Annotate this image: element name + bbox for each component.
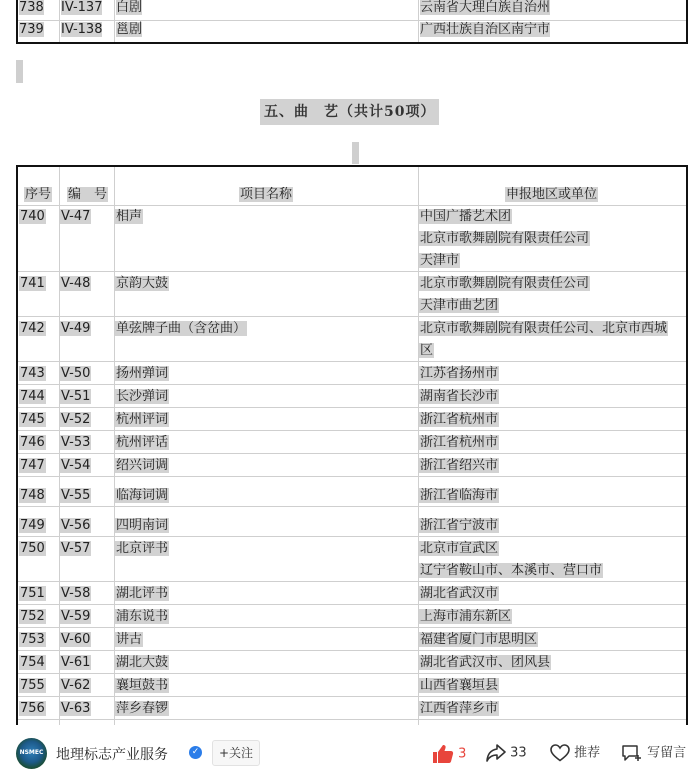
row-code: V-56 <box>61 518 91 533</box>
row-region-cell <box>419 207 512 227</box>
row-region: 浙江省杭州市 <box>420 435 499 450</box>
row-number: 752 <box>20 609 45 624</box>
row-number: 739 <box>19 22 44 37</box>
avatar-logo-text: NSMEC <box>19 749 44 756</box>
row-number-cell <box>19 653 46 673</box>
row-divider <box>18 453 686 454</box>
row-number: 749 <box>20 518 45 533</box>
row-number-cell <box>19 274 46 294</box>
row-region: 浙江省临海市 <box>420 488 499 503</box>
row-name-cell <box>115 486 169 506</box>
selection-highlight <box>352 142 359 164</box>
follow-button[interactable]: +关注 <box>212 740 260 766</box>
row-region: 浙江省绍兴市 <box>420 458 499 473</box>
row-name: 杭州评词 <box>116 412 169 427</box>
table-row <box>18 20 686 42</box>
header-code: 编 号 <box>68 187 108 202</box>
header-number: 序号 <box>25 187 52 202</box>
row-number-cell <box>19 207 46 227</box>
row-region-cell <box>419 456 499 476</box>
row-region: 江西省萍乡市 <box>420 701 499 716</box>
row-name-cell <box>115 364 169 384</box>
row-number-cell <box>19 607 46 627</box>
row-number-cell <box>19 584 46 604</box>
row-number: 748 <box>20 488 45 503</box>
row-number-cell <box>19 410 46 430</box>
row-code-cell <box>60 364 91 384</box>
row-name-cell <box>115 653 169 673</box>
row-code-cell <box>60 676 91 696</box>
row-name: 讲古 <box>116 632 143 647</box>
row-divider <box>18 696 686 697</box>
row-region-cell <box>419 584 499 604</box>
row-name-cell <box>115 607 169 627</box>
row-code: V-53 <box>61 435 91 450</box>
row-code: V-49 <box>61 321 91 336</box>
row-name: 京韵大鼓 <box>116 276 169 291</box>
row-name-cell <box>115 319 247 339</box>
row-region-cell <box>419 676 499 696</box>
row-region: 辽宁省鞍山市、本溪市、营口市 <box>420 563 603 578</box>
row-name-cell <box>115 699 169 719</box>
row-number: 744 <box>20 389 45 404</box>
header-name: 项目名称 <box>240 187 293 202</box>
row-region-cell <box>419 387 499 407</box>
account-avatar[interactable] <box>16 738 47 769</box>
row-name-cell <box>115 456 169 476</box>
row-name: 绍兴词调 <box>116 458 169 473</box>
row-code-cell <box>60 387 91 407</box>
row-region: 天津市 <box>420 253 460 268</box>
row-region-cell <box>419 539 499 559</box>
thumbs-up-icon <box>432 744 454 764</box>
row-region-cell <box>419 410 499 430</box>
row-region: 天津市曲艺团 <box>420 298 499 313</box>
row-name: 浦东说书 <box>116 609 169 624</box>
row-region: 江苏省扬州市 <box>420 366 499 381</box>
row-name: 邕剧 <box>116 22 143 37</box>
row-name-cell <box>115 676 169 696</box>
header-name-cell <box>239 185 293 205</box>
selection-highlight <box>16 60 23 83</box>
row-divider <box>18 581 686 582</box>
comment-button[interactable] <box>621 744 686 763</box>
row-name-cell <box>115 516 169 536</box>
row-region: 区 <box>420 343 434 358</box>
row-region: 云南省大理白族自治州 <box>420 0 551 15</box>
row-region-cell <box>419 433 499 453</box>
recommend-label: 推荐 <box>574 745 601 761</box>
row-region: 山西省襄垣县 <box>420 678 499 693</box>
heritage-table <box>16 165 688 725</box>
row-code: V-54 <box>61 458 91 473</box>
row-divider <box>18 719 686 720</box>
row-region: 浙江省宁波市 <box>420 518 499 533</box>
row-region-cell <box>419 251 460 271</box>
row-region-cell <box>419 653 551 673</box>
row-region: 北京市宣武区 <box>420 541 499 556</box>
row-name: 湖北大鼓 <box>116 655 169 670</box>
row-divider <box>18 384 686 385</box>
row-divider <box>18 673 686 674</box>
row-divider <box>18 506 686 507</box>
row-code: IV-138 <box>61 22 103 37</box>
row-name: 萍乡春锣 <box>116 701 169 716</box>
row-number: 742 <box>20 321 45 336</box>
header-code-cell <box>67 185 108 205</box>
row-region-cell <box>419 364 499 384</box>
comment-label: 写留言 <box>647 745 687 761</box>
row-divider <box>18 627 686 628</box>
row-code: IV-137 <box>61 0 103 15</box>
row-name-cell <box>115 274 169 294</box>
row-divider <box>18 536 686 537</box>
row-number-cell <box>19 319 46 339</box>
row-number: 741 <box>20 276 45 291</box>
row-code-cell <box>60 433 91 453</box>
row-code: V-57 <box>61 541 91 556</box>
row-code-cell <box>60 653 91 673</box>
row-code: V-58 <box>61 586 91 601</box>
comment-plus-icon <box>621 744 643 762</box>
verified-icon: ✓ <box>189 746 202 759</box>
row-region: 湖南省长沙市 <box>420 389 499 404</box>
row-name: 临海词调 <box>116 488 169 503</box>
row-name: 白剧 <box>116 0 143 15</box>
row-number-cell <box>19 456 46 476</box>
row-code: V-52 <box>61 412 91 427</box>
row-region: 浙江省杭州市 <box>420 412 499 427</box>
row-name: 单弦牌子曲（含岔曲） <box>116 321 247 336</box>
row-region-cell <box>419 229 590 249</box>
row-name-cell <box>115 630 143 650</box>
row-region: 北京市歌舞剧院有限责任公司、北京市西城 <box>420 321 668 336</box>
row-divider <box>18 271 686 272</box>
row-name: 长沙弹词 <box>116 389 169 404</box>
row-divider <box>18 407 686 408</box>
row-code-cell <box>60 516 91 536</box>
row-name-cell <box>115 433 169 453</box>
row-divider <box>18 476 686 477</box>
row-code: V-63 <box>61 701 91 716</box>
row-number-cell <box>19 364 46 384</box>
row-number-cell <box>19 676 46 696</box>
row-region: 中国广播艺术团 <box>420 209 512 224</box>
row-number: 756 <box>20 701 45 716</box>
row-code: V-61 <box>61 655 91 670</box>
row-code-cell <box>60 699 91 719</box>
header-region-cell <box>505 185 598 205</box>
row-number: 755 <box>20 678 45 693</box>
row-region: 福建省厦门市思明区 <box>420 632 538 647</box>
row-name: 四明南词 <box>116 518 169 533</box>
row-region: 北京市歌舞剧院有限责任公司 <box>420 276 590 291</box>
row-number: 738 <box>19 0 44 15</box>
row-code-cell <box>60 274 91 294</box>
row-name: 湖北评书 <box>116 586 169 601</box>
row-number-cell <box>19 486 46 506</box>
row-number-cell <box>19 630 46 650</box>
recommend-button[interactable] <box>550 744 600 763</box>
row-number: 746 <box>20 435 45 450</box>
row-region-cell <box>419 699 499 719</box>
row-number-cell <box>19 387 46 407</box>
row-name: 相声 <box>116 209 143 224</box>
row-divider <box>18 361 686 362</box>
row-code: V-59 <box>61 609 91 624</box>
row-code: V-62 <box>61 678 91 693</box>
row-number-cell <box>19 699 46 719</box>
row-region: 湖北省武汉市、团风县 <box>420 655 551 670</box>
previous-table-fragment <box>16 0 688 44</box>
row-divider <box>18 316 686 317</box>
row-name: 扬州弹词 <box>116 366 169 381</box>
header-number-cell <box>24 185 52 205</box>
row-name-cell <box>115 207 143 227</box>
row-number: 751 <box>20 586 45 601</box>
row-code: V-47 <box>61 209 91 224</box>
row-name-cell <box>115 410 169 430</box>
row-number-cell <box>19 539 46 559</box>
row-divider <box>18 650 686 651</box>
like-button[interactable] <box>432 744 466 764</box>
row-number-cell <box>19 433 46 453</box>
row-divider <box>18 205 686 206</box>
row-code-cell <box>60 607 91 627</box>
row-name: 襄垣鼓书 <box>116 678 169 693</box>
share-count: 33 <box>510 745 527 761</box>
row-code-cell <box>60 539 91 559</box>
row-number: 754 <box>20 655 45 670</box>
section-title: 五、曲 艺（共计50项） <box>260 99 439 125</box>
share-arrow-icon <box>486 744 506 762</box>
row-name-cell <box>115 539 169 559</box>
row-number: 747 <box>20 458 45 473</box>
account-name[interactable]: 地理标志产业服务 <box>56 747 168 763</box>
row-code-cell <box>60 410 91 430</box>
row-number: 750 <box>20 541 45 556</box>
row-code: V-60 <box>61 632 91 647</box>
row-region-cell <box>419 274 590 294</box>
row-region-cell <box>419 319 668 339</box>
row-name-cell <box>115 584 169 604</box>
row-code-cell <box>60 486 91 506</box>
row-region-cell <box>419 341 434 361</box>
row-divider <box>18 604 686 605</box>
table-row <box>18 0 686 20</box>
row-code: V-48 <box>61 276 91 291</box>
row-number-cell <box>19 516 46 536</box>
row-code: V-51 <box>61 389 91 404</box>
row-number: 745 <box>20 412 45 427</box>
row-region-cell <box>419 516 499 536</box>
row-number: 740 <box>20 209 45 224</box>
row-code-cell <box>60 584 91 604</box>
row-region: 广西壮族自治区南宁市 <box>420 22 551 37</box>
header-region: 申报地区或单位 <box>506 187 598 202</box>
row-name: 杭州评话 <box>116 435 169 450</box>
row-divider <box>18 430 686 431</box>
row-number: 753 <box>20 632 45 647</box>
row-code-cell <box>60 207 91 227</box>
row-region-cell <box>419 486 499 506</box>
heart-icon <box>550 744 570 762</box>
row-name: 北京评书 <box>116 541 169 556</box>
row-code: V-55 <box>61 488 91 503</box>
row-code-cell <box>60 319 91 339</box>
share-button[interactable] <box>486 744 527 763</box>
row-name-cell <box>115 387 169 407</box>
like-count: 3 <box>458 746 467 762</box>
row-region: 上海市浦东新区 <box>420 609 512 624</box>
row-region: 湖北省武汉市 <box>420 586 499 601</box>
row-code-cell <box>60 630 91 650</box>
row-code: V-50 <box>61 366 91 381</box>
row-code-cell <box>60 456 91 476</box>
row-region-cell <box>419 630 538 650</box>
row-region: 北京市歌舞剧院有限责任公司 <box>420 231 590 246</box>
row-region-cell <box>419 296 499 316</box>
row-number: 743 <box>20 366 45 381</box>
row-region-cell <box>419 607 512 627</box>
row-region-cell <box>419 561 603 581</box>
